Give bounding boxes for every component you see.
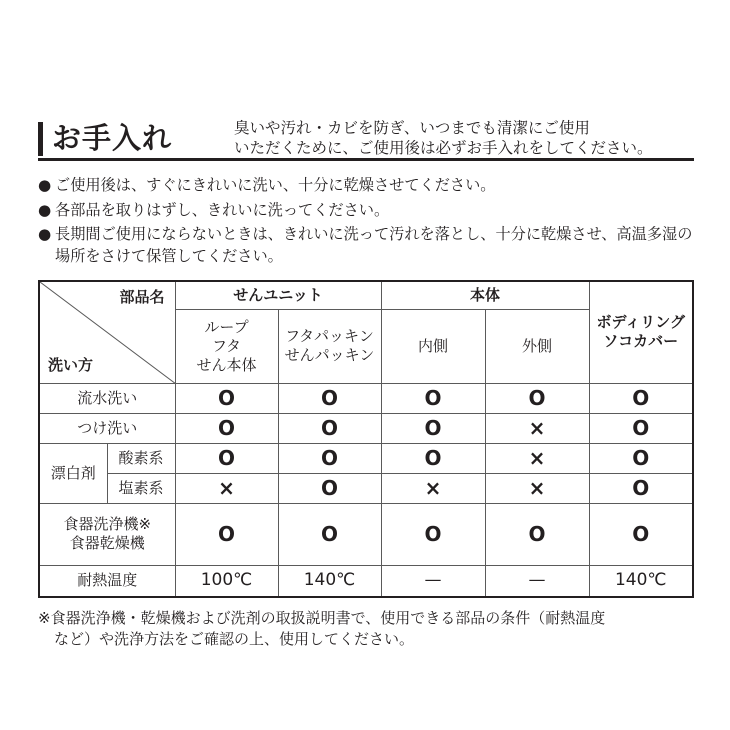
corner-parts-label: 部品名 [119, 288, 165, 306]
footnote [38, 608, 698, 650]
bullet-item [38, 224, 698, 267]
mark-cell: O [589, 413, 693, 443]
mark-cell: × [485, 443, 589, 473]
col-header-loop [175, 309, 278, 383]
mark-cell: O [381, 443, 485, 473]
heat-value-cell: — [381, 565, 485, 597]
bullet-dot-icon: ● [38, 200, 52, 219]
mark-cell: O [278, 413, 381, 443]
care-table-wrapper [38, 280, 692, 598]
col-header-line: ソコカバー [603, 332, 679, 351]
row-label-running-water: 流水洗い [39, 383, 175, 413]
mark-cell: O [589, 443, 693, 473]
mark-cell: O [589, 503, 693, 565]
col-header-line: せん本体 [196, 355, 257, 374]
row-label-bleach: 漂白剤 [39, 443, 107, 503]
page-title: お手入れ [52, 121, 173, 155]
bullet-text: 各部品を取りはずし、きれいに洗ってください。 [55, 200, 390, 219]
footnote-line-1: ※食器洗浄機・乾燥機および洗剤の取扱説明書で、使用できる部品の条件（耐熱温度 [38, 609, 606, 627]
bullet-item [38, 175, 698, 197]
intro-text [234, 118, 653, 158]
corner-method-label: 洗い方 [48, 355, 94, 374]
table-row [39, 413, 693, 443]
bullet-dot-icon: ● [38, 225, 52, 243]
mark-cell: O [381, 413, 485, 443]
table-corner-cell [39, 281, 175, 383]
row-label-oxygen: 酸素系 [107, 443, 175, 473]
table-row [39, 503, 693, 565]
mark-cell: × [381, 473, 485, 503]
mark-cell: × [485, 413, 589, 443]
title-underline [38, 158, 694, 161]
heat-value-cell: 140℃ [589, 565, 693, 597]
mark-cell: O [485, 503, 589, 565]
col-header-line: フタパッキン [285, 327, 374, 345]
care-header [38, 118, 698, 158]
bullet-text: ご使用後は、すぐにきれいに洗い、十分に乾燥させてください。 [55, 176, 496, 194]
row-label-soak: つけ洗い [39, 413, 175, 443]
table-row [39, 473, 693, 503]
row-label-chlorine: 塩素系 [107, 473, 175, 503]
mark-cell: O [278, 443, 381, 473]
table-row [39, 383, 693, 413]
heat-value-cell: — [485, 565, 589, 597]
group-header-senunit: せんユニット [175, 281, 381, 309]
mark-cell: O [175, 503, 278, 565]
col-header-inner: 内側 [381, 309, 485, 383]
mark-cell: O [485, 383, 589, 413]
row-label-line: 食器乾燥機 [69, 534, 145, 552]
row-label-line: 食器洗浄機※ [63, 515, 152, 533]
care-table [38, 280, 694, 598]
mark-cell: O [278, 503, 381, 565]
mark-cell: O [381, 503, 485, 565]
mark-cell: O [381, 383, 485, 413]
heat-value-cell: 140℃ [278, 565, 381, 597]
bullet-list [38, 175, 698, 270]
table-row [39, 443, 693, 473]
intro-line-1: 臭いや汚れ・カビを防ぎ、いつまでも清潔にご使用 [234, 119, 590, 137]
title-bar-accent [38, 122, 43, 156]
mark-cell: O [278, 383, 381, 413]
col-header-line: フタ [212, 336, 241, 355]
row-label-dishwasher [39, 503, 175, 565]
intro-line-2: いただくために、ご使用後は必ずお手入れをしてください。 [234, 139, 653, 157]
mark-cell: O [589, 473, 693, 503]
mark-cell: O [175, 413, 278, 443]
mark-cell: O [278, 473, 381, 503]
row-label-heat-resistance: 耐熱温度 [39, 565, 175, 597]
footnote-line-2: など）や洗浄方法をご確認の上、使用してください。 [54, 630, 415, 648]
bullet-item [38, 200, 698, 222]
bullet-text: 長期間ご使用にならないときは、きれいに洗って汚れを落とし、十分に乾燥させ、高温多湿の場所をさけて保管してください。 [55, 225, 693, 265]
mark-cell: × [485, 473, 589, 503]
mark-cell: × [175, 473, 278, 503]
bullet-dot-icon: ● [38, 176, 52, 194]
mark-cell: O [175, 383, 278, 413]
mark-cell: O [589, 383, 693, 413]
col-header-line: ループ [204, 317, 249, 336]
col-header-outer: 外側 [485, 309, 589, 383]
col-header-body-ring [589, 281, 693, 383]
mark-cell: O [175, 443, 278, 473]
heat-value-cell: 100℃ [175, 565, 278, 597]
group-header-hontai: 本体 [381, 281, 589, 309]
col-header-packing [278, 309, 381, 383]
col-header-line: せんパッキン [284, 346, 375, 364]
col-header-line: ボディリング [596, 313, 686, 332]
table-row [39, 565, 693, 597]
